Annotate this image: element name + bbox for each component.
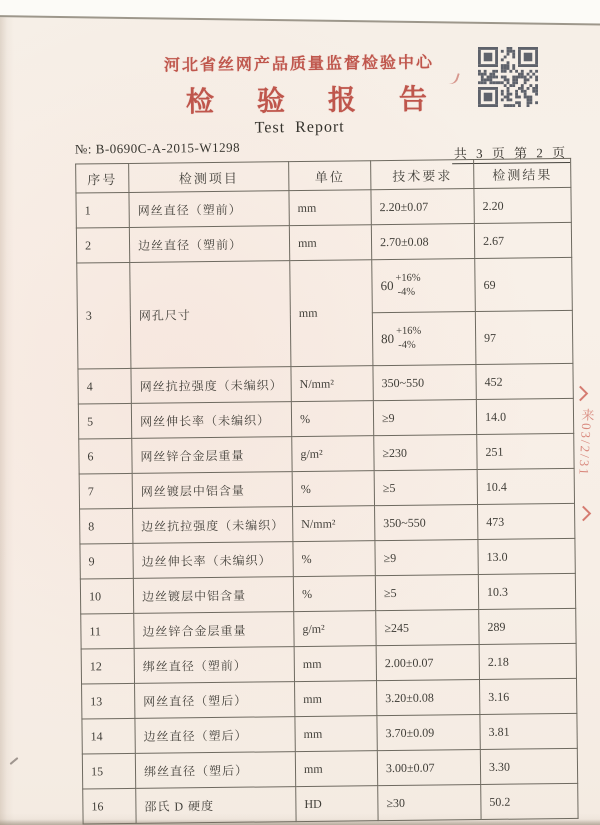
cell-item: 绑丝直径（塑后） bbox=[135, 752, 295, 789]
cell-req: 3.70±0.09 bbox=[377, 715, 480, 751]
cell-result: 13.0 bbox=[478, 538, 575, 574]
cell-result: 452 bbox=[476, 363, 573, 399]
cell-req: 2.70±0.08 bbox=[371, 224, 474, 260]
cell-unit: mm bbox=[295, 751, 377, 787]
report-subtitle: Test Report bbox=[254, 118, 345, 137]
table-row bbox=[83, 783, 578, 824]
table-row bbox=[81, 643, 576, 684]
cell-no: 8 bbox=[80, 508, 133, 544]
cell-item: 绑丝直径（塑前） bbox=[134, 647, 294, 684]
table-row bbox=[76, 222, 571, 263]
cell-req: 3.00±0.07 bbox=[377, 749, 480, 785]
cell-item: 网丝直径（塑后） bbox=[135, 682, 295, 719]
cell-no: 13 bbox=[82, 683, 135, 719]
cell-item: 边丝直径（塑后） bbox=[135, 717, 295, 754]
cell-no: 1 bbox=[76, 192, 129, 228]
cell-no: 14 bbox=[82, 718, 135, 754]
cell-req: ≥9 bbox=[373, 400, 476, 436]
cell-req bbox=[372, 312, 476, 366]
table-row bbox=[79, 433, 574, 474]
cell-req: ≥5 bbox=[375, 575, 478, 611]
table-row bbox=[78, 363, 573, 404]
cell-unit: HD bbox=[296, 786, 378, 822]
cell-no: 16 bbox=[83, 788, 136, 824]
cell-no: 3 bbox=[77, 262, 131, 369]
table-row bbox=[80, 573, 575, 614]
cell-item: 边丝抗拉强度（未编织） bbox=[133, 507, 293, 544]
cell-no: 15 bbox=[82, 753, 135, 789]
table-row bbox=[79, 468, 574, 509]
report-number-label: №: bbox=[74, 141, 93, 157]
cell-unit: % bbox=[293, 541, 375, 577]
table-row bbox=[82, 678, 577, 719]
cell-result: 69 bbox=[475, 257, 573, 311]
table-row bbox=[80, 503, 575, 544]
column-header: 序号 bbox=[76, 163, 129, 193]
scan-bottom-edge bbox=[0, 819, 600, 825]
report-title: 检 验 报 告 bbox=[185, 84, 446, 119]
cell-item: 网丝锌合金层重量 bbox=[132, 437, 292, 474]
cell-item: 网丝镀层中铝含量 bbox=[132, 472, 292, 509]
cell-unit: % bbox=[293, 576, 375, 612]
cell-item: 边丝镀层中铝含量 bbox=[133, 577, 293, 614]
cell-no: 10 bbox=[80, 578, 133, 614]
cell-result: 251 bbox=[477, 433, 574, 469]
cell-unit: mm bbox=[289, 225, 371, 261]
table-row bbox=[77, 257, 573, 316]
cell-result: 2.67 bbox=[474, 222, 571, 258]
cell-result: 10.3 bbox=[478, 573, 575, 609]
cell-req: ≥245 bbox=[376, 610, 479, 646]
cell-result: 473 bbox=[478, 503, 575, 539]
table-row bbox=[82, 713, 577, 754]
cell-result: 14.0 bbox=[476, 398, 573, 434]
red-margin-note: 来03/2/31 bbox=[576, 407, 595, 478]
cell-result: 2.20 bbox=[474, 187, 571, 223]
cell-no: 6 bbox=[79, 438, 132, 474]
cell-req: ≥5 bbox=[374, 470, 477, 506]
cell-unit: mm bbox=[289, 190, 371, 226]
cell-item: 网丝抗拉强度（未编织） bbox=[131, 367, 291, 404]
column-header: 检测项目 bbox=[129, 162, 289, 193]
cell-result: 97 bbox=[475, 310, 573, 364]
tolerance-value: 80 +16% -4% bbox=[381, 326, 422, 351]
cell-unit: % bbox=[292, 471, 374, 507]
cell-req bbox=[372, 259, 476, 313]
cell-item: 网丝伸长率（未编织） bbox=[131, 402, 291, 439]
table-row bbox=[82, 748, 577, 789]
column-header: 单位 bbox=[289, 161, 371, 191]
cell-no: 4 bbox=[78, 368, 131, 404]
cell-unit: mm bbox=[294, 646, 376, 682]
cell-no: 12 bbox=[81, 648, 134, 684]
column-header: 技术要求 bbox=[371, 160, 474, 190]
cell-unit: N/mm² bbox=[291, 366, 373, 402]
cell-result: 289 bbox=[479, 608, 576, 644]
cell-req: ≥230 bbox=[374, 435, 477, 471]
table-row bbox=[76, 187, 571, 228]
cell-result: 2.18 bbox=[479, 643, 576, 679]
cell-unit: mm bbox=[290, 260, 373, 367]
report-table bbox=[75, 158, 578, 825]
cell-unit: g/m² bbox=[292, 436, 374, 472]
cell-req: 2.00±0.07 bbox=[376, 645, 479, 681]
column-header: 检测结果 bbox=[474, 158, 571, 188]
cell-unit: g/m² bbox=[294, 611, 376, 647]
qr-code bbox=[478, 47, 538, 107]
cell-no: 7 bbox=[79, 473, 132, 509]
cell-unit: mm bbox=[295, 716, 377, 752]
report-number bbox=[75, 140, 240, 158]
cell-req: ≥9 bbox=[375, 540, 478, 576]
cell-req: 350~550 bbox=[375, 505, 478, 541]
cell-result: 10.4 bbox=[477, 468, 574, 504]
table-body bbox=[76, 187, 578, 824]
page-indicator: 共 3 页 第 2 页 bbox=[452, 142, 570, 164]
cell-req: ≥30 bbox=[378, 784, 481, 820]
table-row bbox=[81, 608, 576, 649]
cell-result: 50.2 bbox=[481, 783, 578, 819]
cell-req: 3.20±0.08 bbox=[377, 680, 480, 716]
cell-item: 边丝锌合金层重量 bbox=[134, 612, 294, 649]
cell-unit: N/mm² bbox=[293, 506, 375, 542]
table-row bbox=[80, 538, 575, 579]
tolerance-value: 60 +16% -4% bbox=[380, 273, 421, 298]
cell-unit: mm bbox=[295, 681, 377, 717]
cell-no: 2 bbox=[76, 227, 129, 263]
org-name: 河北省丝网产品质量监督检验中心 bbox=[163, 54, 435, 75]
cell-result: 3.16 bbox=[480, 678, 577, 714]
cell-item: 边丝直径（塑前） bbox=[129, 226, 289, 263]
cell-item: 网孔尺寸 bbox=[130, 261, 291, 369]
cell-item: 邵氏 D 硬度 bbox=[136, 787, 296, 824]
cell-no: 9 bbox=[80, 543, 133, 579]
cell-no: 11 bbox=[81, 613, 134, 649]
cell-req: 350~550 bbox=[373, 365, 476, 401]
cell-result: 3.30 bbox=[480, 748, 577, 784]
cell-result: 3.81 bbox=[480, 713, 577, 749]
table-row bbox=[78, 398, 573, 439]
report-number-value: B-0690C-A-2015-W1298 bbox=[95, 139, 241, 157]
cell-no: 5 bbox=[78, 403, 131, 439]
cell-item: 网丝直径（塑前） bbox=[129, 191, 289, 228]
cell-req: 2.20±0.07 bbox=[371, 189, 474, 225]
cell-item: 边丝伸长率（未编织） bbox=[133, 542, 293, 579]
cell-unit: % bbox=[291, 401, 373, 437]
